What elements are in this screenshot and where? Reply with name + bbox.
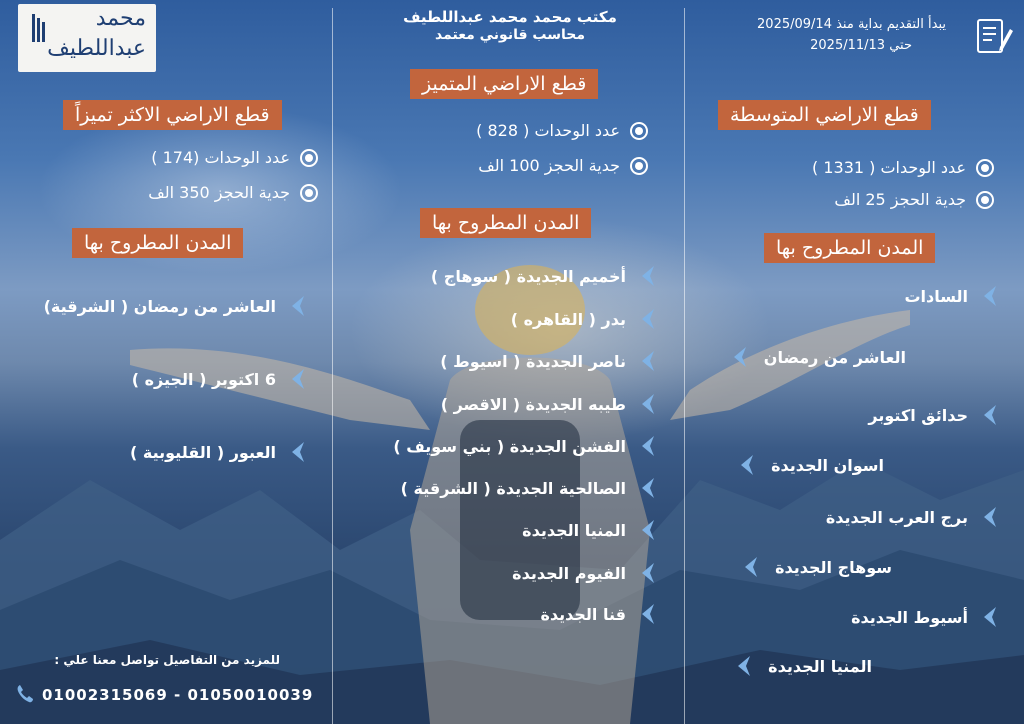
chevron-left-icon <box>638 392 660 416</box>
middle-city-item <box>522 518 660 542</box>
right-city-item <box>904 284 1002 308</box>
left-title-badge: قطع الاراضي الاكثر تميزاً <box>63 100 282 130</box>
chevron-left-icon <box>980 505 1002 529</box>
right-city-label: العاشر من رمضان <box>763 347 906 367</box>
chevron-left-icon <box>741 555 763 579</box>
chevron-left-icon <box>638 602 660 626</box>
chevron-left-icon <box>288 440 310 464</box>
left-deposit <box>148 183 318 202</box>
left-city-label: العبور ( القليوبية ) <box>130 442 276 462</box>
chevron-left-icon <box>980 284 1002 308</box>
middle-city-item <box>393 434 660 458</box>
middle-city-label: المنيا الجديدة <box>522 520 626 540</box>
right-city-item <box>868 403 1002 427</box>
left-city-label: 6 اكتوبر ( الجيزه ) <box>131 369 276 389</box>
middle-city-label: قنا الجديدة <box>540 604 626 624</box>
right-city-label: المنيا الجديدة <box>768 656 872 676</box>
right-city-item <box>741 555 892 579</box>
right-city-label: سوهاج الجديدة <box>775 557 892 577</box>
middle-units-text: عدد الوحدات ( 828 ) <box>476 121 620 140</box>
radio-icon <box>976 191 994 209</box>
right-units-text: عدد الوحدات ( 1331 ) <box>812 158 966 177</box>
chevron-left-icon <box>980 403 1002 427</box>
middle-cities-badge: المدن المطروح بها <box>420 208 591 238</box>
column-divider-left <box>332 8 333 724</box>
right-city-item <box>730 345 906 369</box>
right-title-badge: قطع الاراضي المتوسطة <box>718 100 931 130</box>
middle-deposit-text: جدية الحجز 100 الف <box>478 156 620 175</box>
middle-deposit <box>478 156 648 175</box>
application-end-date: حتي 2025/11/13 <box>810 38 912 53</box>
chevron-left-icon <box>288 294 310 318</box>
middle-city-label: ناصر الجديدة ( اسيوط ) <box>440 351 626 371</box>
left-deposit-text: جدية الحجز 350 الف <box>148 183 290 202</box>
middle-city-label: بدر ( القاهره ) <box>510 309 626 329</box>
middle-city-item <box>540 602 660 626</box>
chevron-left-icon <box>638 476 660 500</box>
middle-city-label: الفيوم الجديدة <box>512 563 626 583</box>
left-units <box>151 148 318 167</box>
middle-city-label: طيبه الجديدة ( الاقصر ) <box>440 394 626 414</box>
middle-city-item <box>441 392 660 416</box>
office-subtitle: محاسب قانوني معتمد <box>435 27 585 43</box>
chevron-left-icon <box>737 453 759 477</box>
chevron-left-icon <box>638 518 660 542</box>
left-cities-badge: المدن المطروح بها <box>72 228 243 258</box>
right-units <box>812 158 994 177</box>
radio-icon <box>976 159 994 177</box>
chevron-left-icon <box>734 654 756 678</box>
right-deposit-text: جدية الحجز 25 الف <box>834 190 966 209</box>
chevron-left-icon <box>638 434 660 458</box>
right-cities-badge: المدن المطروح بها <box>764 233 935 263</box>
chevron-left-icon <box>638 349 660 373</box>
chevron-left-icon <box>638 307 660 331</box>
middle-city-item <box>511 307 660 331</box>
middle-city-label: الفشن الجديدة ( بني سويف ) <box>393 436 626 456</box>
right-city-item <box>851 605 1002 629</box>
left-city-label: العاشر من رمضان ( الشرقية) <box>43 296 276 316</box>
phone-numbers[interactable]: 01002315069 - 01050010039 <box>42 686 314 704</box>
right-city-item <box>737 453 884 477</box>
chevron-left-icon <box>638 561 660 585</box>
right-deposit <box>834 190 994 209</box>
office-name: مكتب محمد محمد عبداللطيف <box>403 8 617 26</box>
right-city-label: اسوان الجديدة <box>771 455 884 475</box>
application-start-date: يبدأ التقديم بداية منذ 2025/09/14 <box>757 17 946 32</box>
middle-city-label: أخميم الجديدة ( سوهاج ) <box>430 266 626 286</box>
column-divider-right <box>684 8 685 724</box>
logo <box>18 4 156 72</box>
radio-icon <box>630 157 648 175</box>
right-city-label: برج العرب الجديدة <box>825 507 968 527</box>
right-city-item <box>734 654 872 678</box>
right-city-label: السادات <box>904 286 968 306</box>
middle-city-item <box>431 264 660 288</box>
left-city-item <box>44 294 310 318</box>
middle-city-label: الصالحية الجديدة ( الشرقية ) <box>400 478 626 498</box>
chevron-left-icon <box>288 367 310 391</box>
middle-city-item <box>512 561 660 585</box>
right-city-label: حدائق اكتوبر <box>868 405 968 425</box>
left-city-item <box>130 440 310 464</box>
radio-icon <box>300 184 318 202</box>
chevron-left-icon <box>980 605 1002 629</box>
contact-text: للمزيد من التفاصيل تواصل معنا علي : <box>54 653 280 667</box>
logo-line1: محمد <box>95 6 146 31</box>
middle-units <box>476 121 648 140</box>
middle-title-badge: قطع الاراضي المتميز <box>410 69 598 99</box>
middle-city-item <box>440 349 660 373</box>
document-pen-icon <box>974 17 1014 57</box>
phone-icon <box>16 684 34 704</box>
middle-city-item <box>401 476 660 500</box>
radio-icon <box>630 122 648 140</box>
left-city-item <box>132 367 310 391</box>
right-city-item <box>826 505 1002 529</box>
right-city-label: أسيوط الجديدة <box>851 607 968 627</box>
chevron-left-icon <box>638 264 660 288</box>
radio-icon <box>300 149 318 167</box>
chevron-left-icon <box>730 345 752 369</box>
left-units-text: عدد الوحدات (174 ) <box>151 148 290 167</box>
logo-mark-icon <box>30 14 46 42</box>
logo-line2: عبداللطيف <box>47 36 146 61</box>
